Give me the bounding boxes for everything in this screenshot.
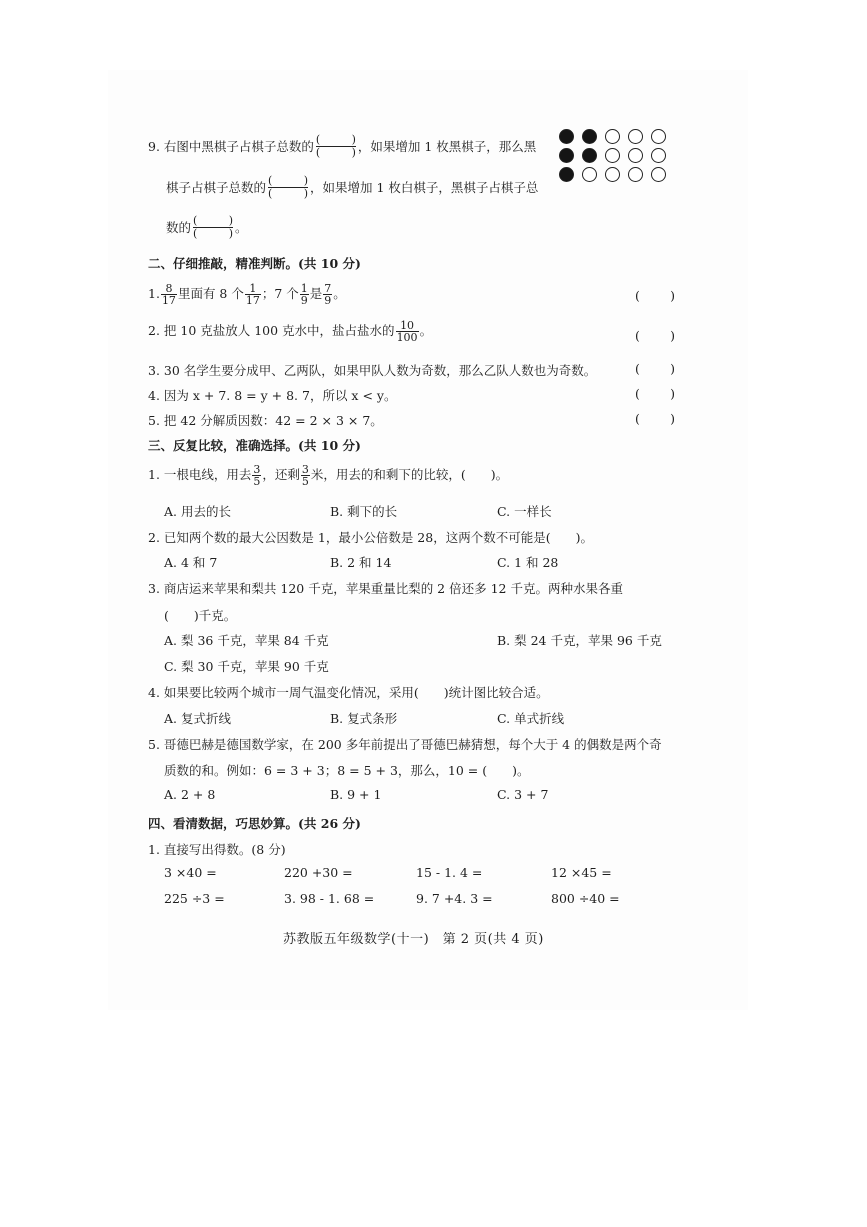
s3-q5-option-c[interactable]: C. 3 + 7 bbox=[497, 787, 549, 802]
s2-q2-text: 2. 把 10 克盐放人 100 克水中，盐占盐水的 bbox=[148, 323, 395, 338]
q9-line-3 bbox=[166, 217, 248, 240]
s2-q1-text: ；7 个 bbox=[261, 286, 299, 301]
white-chess-piece bbox=[582, 167, 597, 182]
white-chess-piece bbox=[628, 167, 643, 182]
answer-blank-fraction[interactable] bbox=[268, 177, 308, 200]
s3-q1-option-c[interactable]: C. 一样长 bbox=[497, 504, 552, 519]
black-chess-piece bbox=[559, 167, 574, 182]
black-chess-piece bbox=[582, 129, 597, 144]
s2-q1 bbox=[148, 283, 346, 306]
fraction: $\frac{3}{5}$ bbox=[301, 463, 309, 488]
s2-q1-text: 。 bbox=[333, 286, 346, 301]
s3-q4-option-a[interactable]: A. 复式折线 bbox=[164, 711, 231, 726]
black-chess-piece bbox=[559, 148, 574, 163]
calc-item: 3. 98 - 1. 68 = bbox=[284, 891, 375, 906]
s3-q4-option-b[interactable]: B. 复式条形 bbox=[330, 711, 398, 726]
s3-q1-option-b[interactable]: B. 剩下的长 bbox=[330, 504, 398, 519]
black-chess-piece bbox=[559, 129, 574, 144]
s3-q4: 4. 如果要比较两个城市一周气温变化情况，采用( )统计图比较合适。 bbox=[148, 685, 549, 700]
calc-item: 12 ×45 = bbox=[551, 865, 612, 880]
calc-item: 3 ×40 = bbox=[164, 865, 217, 880]
s3-q2: 2. 已知两个数的最大公因数是 1，最小公倍数是 28，这两个数不可能是( )。 bbox=[148, 530, 593, 545]
s3-q1-text: 1. 一根电线，用去 bbox=[148, 467, 252, 482]
white-chess-piece bbox=[605, 167, 620, 182]
q9-line3-text-a: 数的 bbox=[166, 220, 192, 235]
calc-item: 9. 7 +4. 3 = bbox=[416, 891, 493, 906]
fraction: $\frac{8}{17}$ bbox=[161, 282, 176, 307]
s3-q1-option-a[interactable]: A. 用去的长 bbox=[164, 504, 231, 519]
answer-blank-fraction[interactable] bbox=[193, 217, 233, 240]
s3-q3-line-2: ( )千克。 bbox=[164, 608, 237, 623]
fraction: $\frac{7}{9}$ bbox=[324, 282, 332, 307]
s3-q3-line-1: 3. 商店运来苹果和梨共 120 千克，苹果重量比梨的 2 倍还多 12 千克。两种水果各重 bbox=[148, 581, 623, 596]
s3-q1-text: ，还剩 bbox=[262, 467, 300, 482]
s2-q5: 5. 把 42 分解质因数：42 = 2 × 3 × 7。 bbox=[148, 413, 383, 428]
black-chess-piece bbox=[582, 148, 597, 163]
calc-item: 225 ÷3 = bbox=[164, 891, 225, 906]
s3-q3-option-b[interactable]: B. 梨 24 千克，苹果 96 千克 bbox=[497, 633, 662, 648]
fraction: $\frac{1}{9}$ bbox=[300, 282, 308, 307]
white-chess-piece bbox=[605, 129, 620, 144]
section-3-heading: 三、反复比较，准确选择。(共 10 分) bbox=[148, 438, 361, 453]
s2-q1-text: 里面有 8 个 bbox=[177, 286, 244, 301]
q9-line-2 bbox=[166, 177, 538, 200]
s2-q2 bbox=[148, 320, 432, 343]
fraction: $\frac{10}{100}$ bbox=[396, 319, 418, 344]
s4-q1: 1. 直接写出得数。(8 分) bbox=[148, 842, 286, 857]
section-2-heading: 二、仔细推敲，精准判断。(共 10 分) bbox=[148, 256, 361, 271]
s3-q1 bbox=[148, 464, 508, 487]
s3-q5-line-1: 5. 哥德巴赫是德国数学家，在 200 多年前提出了哥德巴赫猜想，每个大于 4 的偶数是两个奇 bbox=[148, 737, 662, 752]
s3-q3-option-c[interactable]: C. 梨 30 千克，苹果 90 千克 bbox=[164, 659, 329, 674]
white-chess-piece bbox=[651, 129, 666, 144]
answer-blank-fraction[interactable] bbox=[316, 136, 356, 159]
calc-item: 220 +30 = bbox=[284, 865, 353, 880]
q9-line2-text-a: 棋子占棋子总数的 bbox=[166, 180, 267, 195]
s3-q1-text: 米，用去的和剩下的比较，( )。 bbox=[310, 467, 509, 482]
white-chess-piece bbox=[651, 167, 666, 182]
s2-q1-text: 是 bbox=[309, 286, 323, 301]
fraction: $\frac{3}{5}$ bbox=[253, 463, 261, 488]
page-footer: 苏教版五年级数学(十一) 第 2 页(共 4 页) bbox=[283, 932, 544, 947]
s3-q5-option-a[interactable]: A. 2 + 8 bbox=[164, 787, 216, 802]
q9-line3-text-b: 。 bbox=[235, 220, 248, 235]
s3-q5-option-b[interactable]: B. 9 + 1 bbox=[330, 787, 382, 802]
white-chess-piece bbox=[628, 148, 643, 163]
s3-q4-option-c[interactable]: C. 单式折线 bbox=[497, 711, 565, 726]
calc-item: 15 - 1. 4 = bbox=[416, 865, 483, 880]
section-4-heading: 四、看清数据，巧思妙算。(共 26 分) bbox=[148, 816, 361, 831]
s2-q2-end: 。 bbox=[419, 323, 433, 338]
q9-line2-text-b: ，如果增加 1 枚白棋子，黑棋子占棋子总 bbox=[310, 180, 539, 195]
s2-q4: 4. 因为 x + 7. 8 = y + 8. 7，所以 x < y。 bbox=[148, 388, 397, 403]
s3-q3-option-a[interactable]: A. 梨 36 千克，苹果 84 千克 bbox=[164, 633, 329, 648]
s3-q2-option-a[interactable]: A. 4 和 7 bbox=[164, 555, 218, 570]
q9-line1-text-a: 9. 右图中黑棋子占棋子总数的 bbox=[148, 139, 314, 154]
s2-q3: 3. 30 名学生要分成甲、乙两队，如果甲队人数为奇数，那么乙队人数也为奇数。 bbox=[148, 363, 597, 378]
q9-line-1 bbox=[148, 136, 536, 159]
s3-q2-option-b[interactable]: B. 2 和 14 bbox=[330, 555, 392, 570]
chess-pieces-figure bbox=[559, 129, 674, 185]
white-chess-piece bbox=[628, 129, 643, 144]
s2-q1-number: 1. bbox=[148, 286, 160, 301]
fraction: $\frac{1}{17}$ bbox=[245, 282, 260, 307]
white-chess-piece bbox=[651, 148, 666, 163]
q9-line1-text-b: ，如果增加 1 枚黑棋子，那么黑 bbox=[357, 139, 537, 154]
s3-q2-option-c[interactable]: C. 1 和 28 bbox=[497, 555, 559, 570]
s3-q5-line-2: 质数的和。例如：6 = 3 + 3；8 = 5 + 3，那么，10 = ( )。 bbox=[164, 763, 530, 778]
white-chess-piece bbox=[605, 148, 620, 163]
calc-item: 800 ÷40 = bbox=[551, 891, 620, 906]
